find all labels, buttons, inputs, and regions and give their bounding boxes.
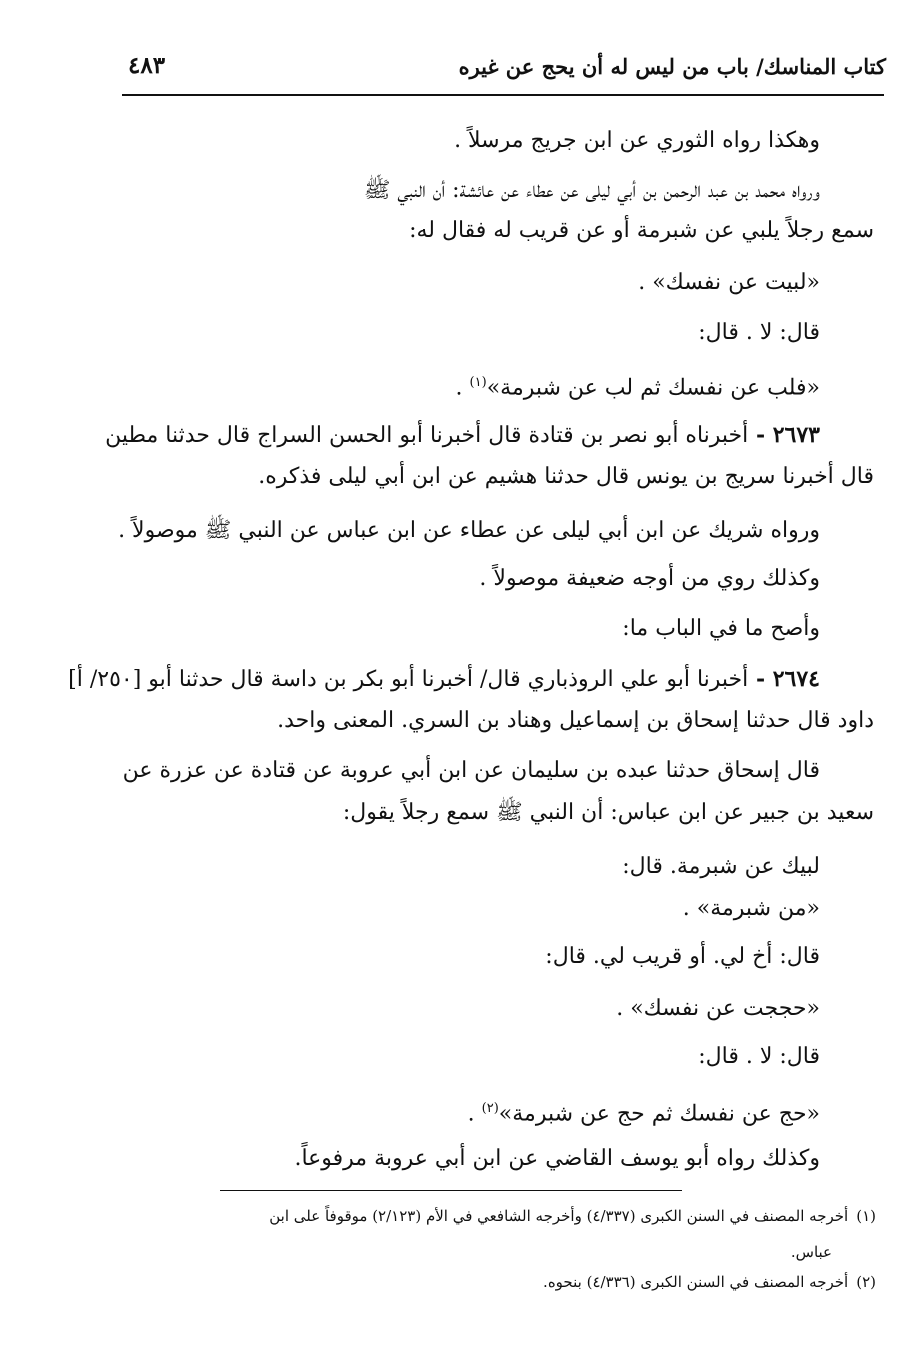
hadith-number: ٢٦٧٤ - (748, 666, 820, 692)
text-line: قال: أخ لي. أو قريب لي. قال: (545, 944, 820, 969)
text-line: وهكذا رواه الثوري عن ابن جريج مرسلاً . (454, 128, 820, 153)
header-divider (122, 94, 884, 96)
hadith-line: ٢٦٧٤ - أخبرنا أبو علي الروذباري قال/ أخبرنا أبو بكر بن داسة قال حدثنا أبو [٢٥٠/ أ] (68, 666, 820, 692)
text-line: «من شبرمة» . (682, 896, 820, 921)
text-line: سمع رجلاً يلبي عن شبرمة أو عن قريب له فقال له: (409, 218, 874, 243)
text-line: لبيك عن شبرمة. قال: (622, 854, 820, 879)
text-line: «لبيت عن نفسك» . (638, 270, 820, 295)
text-line: قال إسحاق حدثنا عبده بن سليمان عن ابن أبي عروبة عن قتادة عن عزرة عن (122, 758, 820, 783)
text-line: ورواه شريك عن ابن أبي ليلى عن عطاء عن ابن عباس عن النبي ﷺ موصولاً . (118, 518, 820, 543)
hadith-number: ٢٦٧٣ - (748, 422, 820, 448)
text-line: وكذلك رواه أبو يوسف القاضي عن ابن أبي عروبة مرفوعاً. (294, 1146, 820, 1171)
chapter-title: كتاب المناسك/ باب من ليس له أن يحج عن غيره (458, 54, 886, 79)
text-line: قال: لا . قال: (698, 320, 820, 345)
text-line: «حججت عن نفسك» . (616, 996, 820, 1021)
hadith-line: ٢٦٧٣ - أخبرناه أبو نصر بن قتادة قال أخبرنا أبو الحسن السراج قال حدثنا مطين (105, 422, 820, 448)
text-line: «فلب عن نفسك ثم لب عن شبرمة»$^{(١)}$ . (455, 375, 820, 401)
footnote: (١)أخرجه المصنف في السنن الكبرى (٤/٣٣٧) وأخرجه الشافعي في الأم (٢/١٢٣) موقوفاً على ابن (269, 1207, 876, 1225)
running-header (128, 50, 886, 90)
text-line: وأصح ما في الباب ما: (622, 616, 820, 641)
footnote-number: (٢) (856, 1273, 876, 1291)
text-line: ورواه محمد بن عبد الرحمن بن أبي ليلى عن عطاء عن عائشة: أن النبي ﷺ (363, 178, 820, 203)
footnote-divider (220, 1190, 682, 1191)
footnote: (٢)أخرجه المصنف في السنن الكبرى (٤/٣٣٦) بنحوه. (543, 1273, 876, 1291)
text-line: سعيد بن جبير عن ابن عباس: أن النبي ﷺ سمع رجلاً يقول: (342, 800, 874, 825)
footnote-ref: (٢) (481, 1101, 499, 1116)
text-line: قال: لا . قال: (698, 1044, 820, 1069)
footnote-continuation: عباس. (790, 1243, 832, 1261)
footnote-number: (١) (856, 1207, 876, 1225)
page-number: ٤٨٣ (128, 52, 166, 79)
footnote-ref: (١) (469, 375, 487, 390)
text-line: «حج عن نفسك ثم حج عن شبرمة»$^{(٢)}$ . (467, 1101, 820, 1127)
text-line: وكذلك روي من أوجه ضعيفة موصولاً . (479, 566, 820, 591)
text-line: قال أخبرنا سريج بن يونس قال حدثنا هشيم عن ابن أبي ليلى فذكره. (258, 464, 874, 489)
text-line: داود قال حدثنا إسحاق بن إسماعيل وهناد بن السري. المعنى واحد. (277, 708, 874, 733)
